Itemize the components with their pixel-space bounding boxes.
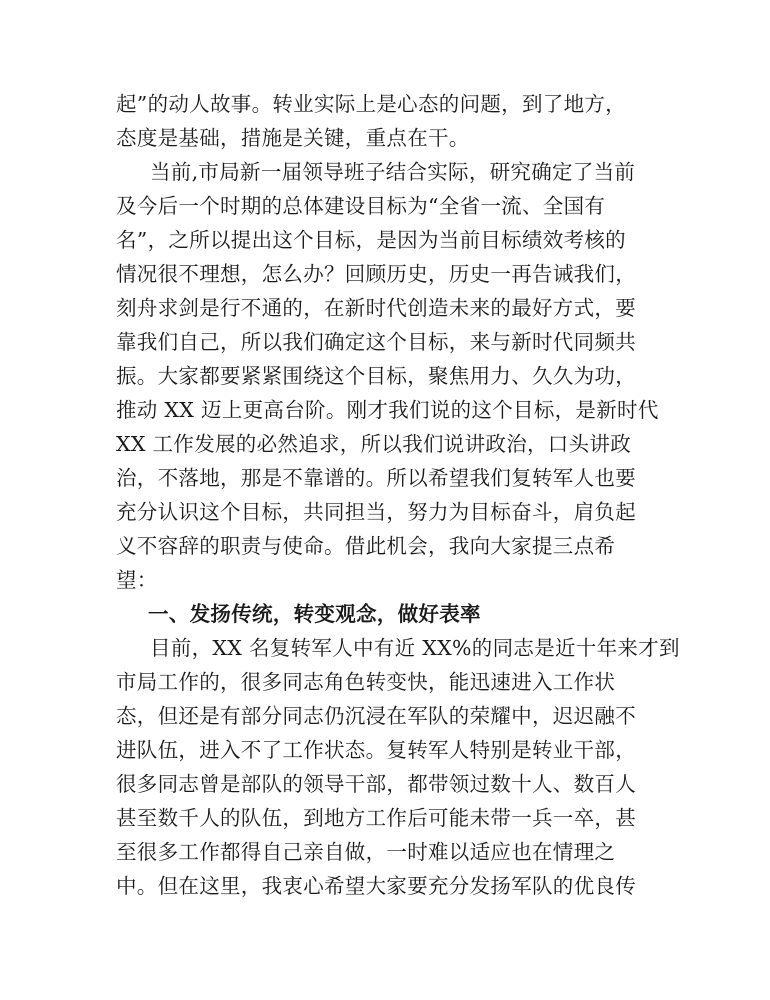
text-line: 至很多工作都得自己亲自做，一时难以适应也在情理之 bbox=[116, 840, 616, 864]
section-heading: 一、发扬传统，转变观念，做好表率 bbox=[148, 602, 481, 626]
text-line: 起”的动人故事。转业实际上是心态的问题，到了地方， bbox=[116, 92, 626, 116]
text-line: 望： bbox=[116, 568, 158, 592]
paragraph-start-line: 当前,市局新一届领导班子结合实际，研究确定了当前 bbox=[150, 160, 636, 184]
text-line: 刻舟求剑是行不通的，在新时代创造未来的最好方式，要 bbox=[116, 296, 636, 320]
text-line: 名”，之所以提出这个目标，是因为当前目标绩效考核的 bbox=[116, 228, 626, 252]
text-line: 充分认识这个目标，共同担当，努力为目标奋斗，肩负起 bbox=[116, 500, 636, 524]
text-line: 及今后一个时期的总体建设目标为“全省一流、全国有 bbox=[116, 194, 606, 218]
text-line: 推动 XX 迈上更高台阶。刚才我们说的这个目标，是新时代 bbox=[116, 398, 659, 422]
text-line: 靠我们自己，所以我们确定这个目标，来与新时代同频共 bbox=[116, 330, 636, 354]
text-line: 很多同志曾是部队的领导干部，都带领过数十人、数百人 bbox=[116, 772, 636, 796]
text-line: 振。大家都要紧紧围绕这个目标，聚焦用力、久久为功， bbox=[116, 364, 636, 388]
text-line: 义不容辞的职责与使命。借此机会，我向大家提三点希 bbox=[116, 534, 616, 558]
text-line: 市局工作的，很多同志角色转变快，能迅速进入工作状 bbox=[116, 670, 616, 694]
text-line: 治，不落地，那是不靠谱的。所以希望我们复转军人也要 bbox=[116, 466, 636, 490]
text-line: 态度是基础，措施是关键，重点在干。 bbox=[116, 126, 470, 150]
text-line: 甚至数千人的队伍，到地方工作后可能未带一兵一卒，甚 bbox=[116, 806, 636, 830]
text-line: 情况很不理想，怎么办？回顾历史，历史一再告诫我们， bbox=[116, 262, 636, 286]
paragraph-start-line: 目前，XX 名复转军人中有近 XX%的同志是近十年来才到 bbox=[150, 636, 680, 660]
text-line: 态，但还是有部分同志仍沉浸在军队的荣耀中，迟迟融不 bbox=[116, 704, 636, 728]
text-line: XX 工作发展的必然追求，所以我们说讲政治，口头讲政 bbox=[116, 432, 632, 456]
text-line: 中。但在这里，我衷心希望大家要充分发扬军队的优良传 bbox=[116, 874, 636, 898]
text-line: 进队伍，进入不了工作状态。复转军人特别是转业干部， bbox=[116, 738, 636, 762]
